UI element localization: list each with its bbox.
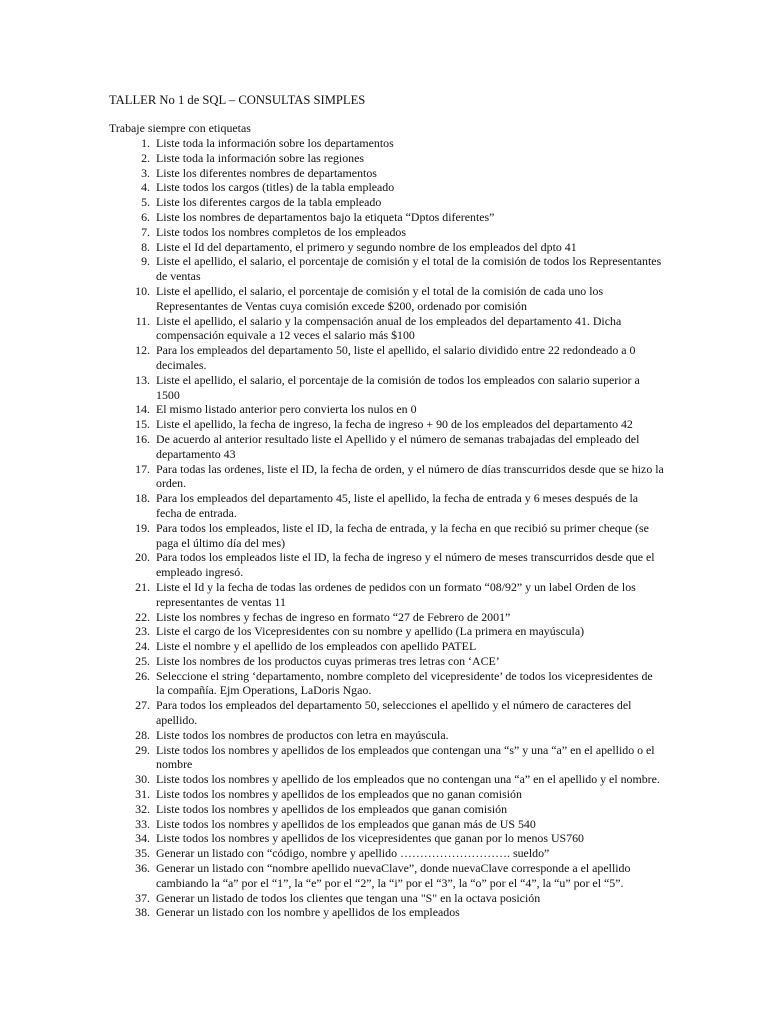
list-item: [109, 728, 664, 743]
list-item: [109, 180, 664, 195]
list-item-number: 22.: [135, 609, 150, 624]
list-item-text: Generar un listado con los nombre y apellidos de los empleados: [156, 905, 460, 920]
list-item-text: Liste el apellido, la fecha de ingreso, la fecha de ingreso + 90 de los empleados del departamento 42: [156, 417, 633, 432]
list-item-text: Para todos los empleados, liste el ID, la fecha de entrada, y la fecha en que recibió su primer cheque (se paga el último día del mes): [156, 520, 649, 550]
list-item-number: 25.: [135, 653, 150, 668]
list-item: [109, 521, 664, 551]
list-item-text: Liste el cargo de los Vicepresidentes con su nombre y apellido (La primera en mayúscula): [156, 624, 585, 639]
list-item: [109, 624, 664, 639]
list-item-number: 8.: [141, 239, 150, 254]
list-item: [109, 787, 664, 802]
list-item: [109, 743, 664, 773]
list-item-text: Liste el apellido, el salario, el porcentaje de comisión y el total de la comisión de cada uno los Representantes de Ventas cuya comisión excede $200, ordenado por comisión: [156, 283, 604, 313]
list-item-number: 38.: [135, 905, 150, 920]
list-item: [109, 817, 664, 832]
list-item-text: Liste todos los cargos (titles) de la tabla empleado: [156, 180, 395, 195]
list-item: [109, 195, 664, 210]
list-item-text: Liste todos los nombres y apellidos de los vicepresidentes que ganan por lo menos US760: [156, 831, 584, 846]
list-item-text: Liste todos los nombres y apellido de los empleados que no contengan una “a” en el apellido y el nombre.: [156, 772, 660, 787]
list-item-text: Liste todos los nombres y apellidos de los empleados que no ganan comisión: [156, 787, 522, 802]
list-item-number: 1.: [141, 136, 150, 150]
list-item: [109, 417, 664, 432]
list-item-text: Para todos los empleados liste el ID, la fecha de ingreso y el número de meses transcurridos desde que el empleado ingresó.: [156, 550, 655, 580]
list-item-number: 31.: [135, 787, 150, 802]
list-item-text: Liste el Id y la fecha de todas las ordenes de pedidos con un formato “08/92” y un label Orden de los representantes de ventas 11: [156, 579, 636, 609]
list-item-text: Liste todos los nombres y apellidos de los empleados que ganan más de US 540: [156, 816, 536, 831]
list-item-number: 32.: [135, 801, 150, 816]
list-item-number: 17.: [135, 461, 150, 476]
list-item-text: Generar un listado de todos los clientes que tengan una "S" en la octava posición: [156, 890, 541, 905]
list-item-number: 3.: [141, 165, 150, 180]
list-item-number: 28.: [135, 727, 150, 742]
list-item-text: Liste toda la información sobre los departamentos: [156, 136, 394, 150]
list-item-text: Liste los diferentes cargos de la tabla empleado: [156, 195, 382, 210]
list-item-text: Liste todos los nombres completos de los empleados: [156, 224, 406, 239]
list-item-text: Liste todos los nombres de productos con letra en mayúscula.: [156, 727, 449, 742]
list-item-text: Para los empleados del departamento 50, liste el apellido, el salario dividido entre 22 redondeado a 0 decimales.: [156, 343, 636, 372]
list-item-number: 30.: [135, 772, 150, 787]
list-item-number: 33.: [135, 816, 150, 831]
document-intro: Trabaje siempre con etiquetas: [109, 121, 251, 135]
list-item: [109, 669, 664, 699]
list-item-text: Para todos los empleados del departamento 50, selecciones el apellido y el número de caracteres del apellido.: [156, 698, 632, 728]
list-item: [109, 639, 664, 654]
list-item: [109, 846, 664, 861]
list-item-number: 26.: [135, 668, 150, 683]
list-item: [109, 861, 664, 891]
list-item: [109, 580, 664, 610]
list-item-number: 14.: [135, 402, 150, 417]
list-item: [109, 136, 664, 151]
list-item-text: Liste toda la información sobre las regiones: [156, 150, 365, 165]
list-item: [109, 284, 664, 314]
list-item-number: 15.: [135, 417, 150, 432]
list-item-text: De acuerdo al anterior resultado liste el Apellido y el número de semanas trabajadas del empleado del departamento 43: [156, 431, 640, 461]
list-item-text: Liste el Id del departamento, el primero y segundo nombre de los empleados del dpto 41: [156, 239, 577, 254]
list-item-text: Liste el apellido, el salario, el porcentaje de comisión y el total de la comisión de todos los Representantes de ventas: [156, 254, 662, 284]
list-item: [109, 550, 664, 580]
list-item-number: 29.: [135, 742, 150, 757]
list-item-text: Liste los nombres y fechas de ingreso en formato “27 de Febrero de 2001”: [156, 609, 511, 624]
list-item: [109, 240, 664, 255]
list-item-text: Generar un listado con “nombre apellido nuevaClave”, donde nuevaClave corresponde a el apellido cambiando la “a” por el “1”, la “e” por el “2”, la “i” por el “3”, la “o” por el “4”, la “u” por el “5”.: [156, 861, 631, 890]
list-item: [109, 166, 664, 181]
list-item-text: Liste todos los nombres y apellidos de los empleados que ganan comisión: [156, 801, 508, 816]
list-item-number: 6.: [141, 209, 150, 224]
list-item: [109, 610, 664, 625]
list-item: [109, 151, 664, 166]
list-item-number: 23.: [135, 624, 150, 639]
list-item: [109, 210, 664, 225]
list-item-number: 18.: [135, 491, 150, 506]
list-item-text: Liste el apellido, el salario y la compensación anual de los empleados del departamento 41. Dicha compensación equivale a 12 veces el salario más $100: [156, 313, 622, 343]
list-item: [109, 373, 664, 403]
list-item-text: El mismo listado anterior pero convierta los nulos en 0: [156, 402, 417, 417]
list-item: [109, 491, 664, 521]
list-item-number: 37.: [135, 890, 150, 905]
list-item: [109, 343, 664, 373]
list-item-text: Para todas las ordenes, liste el ID, la fecha de orden, y el número de días transcurridos desde que se hizo la orden.: [156, 461, 664, 491]
list-item-number: 4.: [141, 180, 150, 195]
list-item-text: Liste el apellido, el salario, el porcentaje de la comisión de todos los empleados con salario superior a 1500: [156, 372, 640, 402]
list-item-number: 11.: [135, 313, 150, 328]
list-item-text: Liste los nombres de los productos cuyas primeras tres letras con ‘ACE’: [156, 653, 500, 668]
list-item: [109, 698, 664, 728]
list-item: [109, 314, 664, 344]
list-item-number: 34.: [135, 831, 150, 846]
list-item-number: 7.: [141, 224, 150, 239]
list-item: [109, 891, 664, 906]
list-item-number: 5.: [141, 195, 150, 210]
list-item-number: 36.: [135, 861, 150, 876]
list-item: [109, 254, 664, 284]
list-item-number: 12.: [135, 343, 150, 358]
list-item: [109, 225, 664, 240]
list-item-number: 35.: [135, 846, 150, 861]
list-item: [109, 802, 664, 817]
list-item-text: Liste el nombre y el apellido de los empleados con apellido PATEL: [156, 639, 477, 654]
list-item-number: 24.: [135, 639, 150, 654]
list-item-number: 19.: [135, 520, 150, 535]
list-item-number: 10.: [135, 283, 150, 298]
list-item: [109, 402, 664, 417]
list-item-text: Liste los diferentes nombres de departamentos: [156, 165, 377, 180]
list-item-number: 20.: [135, 550, 150, 565]
list-item-number: 27.: [135, 698, 150, 713]
list-item-number: 9.: [141, 254, 150, 269]
list-item-text: Liste los nombres de departamentos bajo la etiqueta “Dptos diferentes”: [156, 209, 495, 224]
list-item-text: Seleccione el string ‘departamento, nombre completo del vicepresidente’ de todos los vicepresidentes de la compañía. Ejm Operations, LaDoris Ngao.: [156, 668, 653, 698]
list-item-text: Generar un listado con “código, nombre y apellido ………………………. sueldo”: [156, 846, 550, 861]
list-item: [109, 905, 664, 920]
list-item: [109, 462, 664, 492]
list-item: [109, 772, 664, 787]
list-item: [109, 654, 664, 669]
exercise-list: [109, 136, 664, 920]
list-item: [109, 432, 664, 462]
list-item-number: 21.: [135, 579, 150, 594]
document-title: TALLER No 1 de SQL – CONSULTAS SIMPLES: [109, 93, 366, 107]
list-item-number: 2.: [141, 150, 150, 165]
list-item-text: Para los empleados del departamento 45, liste el apellido, la fecha de entrada y 6 meses después de la fecha de entrada.: [156, 491, 639, 520]
list-item-number: 16.: [135, 431, 150, 446]
list-item-number: 13.: [135, 372, 150, 387]
list-item-text: Liste todos los nombres y apellidos de los empleados que contengan una “s” y una “a” en el apellido o el nombre: [156, 742, 655, 772]
list-item: [109, 831, 664, 846]
